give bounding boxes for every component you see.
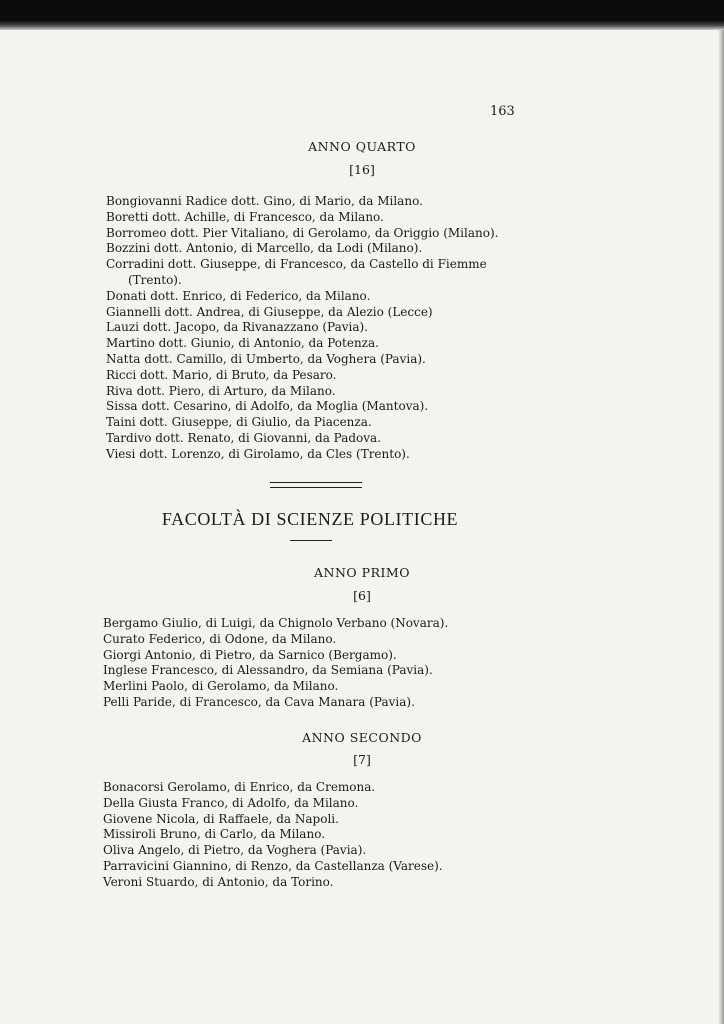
list-item: Boretti dott. Achille, di Francesco, da Milano.: [106, 209, 384, 224]
page-number: 163: [490, 104, 515, 119]
list-item: Giannelli dott. Andrea, di Giuseppe, da Alezio (Lecce): [106, 304, 433, 319]
title-rule: [290, 540, 332, 541]
list-item: Oliva Angelo, di Pietro, da Voghera (Pavia).: [103, 843, 367, 858]
list-item: Ricci dott. Mario, di Bruto, da Pesaro.: [106, 367, 337, 382]
list-item: Bongiovanni Radice dott. Gino, di Mario, da Milano.: [106, 194, 423, 208]
list-item: Viesi dott. Lorenzo, di Girolamo, da Cles (Trento).: [106, 446, 410, 461]
list-item: Curato Federico, di Odone, da Milano.: [103, 631, 337, 646]
section-heading-anno-primo: ANNO PRIMO: [314, 565, 410, 580]
list-item: Bozzini dott. Antonio, di Marcello, da Lodi (Milano).: [106, 241, 423, 256]
list-item: Missiroli Bruno, di Carlo, da Milano.: [103, 827, 326, 842]
list-item: Bonacorsi Gerolamo, di Enrico, da Cremona.: [103, 780, 376, 794]
list-item: Tardivo dott. Renato, di Giovanni, da Padova.: [106, 430, 382, 445]
list-item: Veroni Stuardo, di Antonio, da Torino.: [103, 874, 334, 889]
faculty-title: FACOLTÀ DI SCIENZE POLITICHE: [161, 509, 459, 529]
list-item: Sissa dott. Cesarino, di Adolfo, da Moglia (Mantova).: [106, 399, 429, 414]
list-item: Pelli Paride, di Francesco, da Cava Manara (Pavia).: [103, 694, 415, 709]
list-item: Inglese Francesco, di Alessandro, da Semiana (Pavia).: [103, 663, 433, 678]
student-list-anno-quarto: [106, 194, 498, 463]
section-divider: [270, 482, 362, 488]
list-item: Giovene Nicola, di Raffaele, da Napoli.: [103, 811, 339, 826]
list-item: Corradini dott. Giuseppe, di Francesco, da Castello di Fiemme: [106, 257, 487, 272]
section-count-anno-quarto: [16]: [349, 162, 375, 177]
list-item: Giorgi Antonio, di Pietro, da Sarnico (Bergamo).: [103, 647, 397, 662]
list-item: Natta dott. Camillo, di Umberto, da Voghera (Pavia).: [106, 351, 426, 366]
list-item: Lauzi dott. Jacopo, da Rivanazzano (Pavia).: [106, 320, 368, 335]
list-item: Merlini Paolo, di Gerolamo, da Milano.: [103, 679, 339, 694]
list-item: Borromeo dott. Pier Vitaliano, di Gerolamo, da Origgio (Milano).: [106, 225, 499, 240]
list-item: Martino dott. Giunio, di Antonio, da Potenza.: [106, 336, 379, 351]
list-item: Taini dott. Giuseppe, di Giulio, da Piacenza.: [106, 415, 372, 430]
section-count-anno-primo: [6]: [353, 588, 371, 603]
list-item: Donati dott. Enrico, di Federico, da Milano.: [106, 288, 371, 303]
list-item-continuation: (Trento).: [128, 272, 182, 287]
list-item: Bergamo Giulio, di Luigi, da Chignolo Verbano (Novara).: [103, 616, 449, 630]
section-heading-anno-secondo: ANNO SECONDO: [302, 730, 422, 745]
student-list-anno-secondo: [103, 780, 443, 891]
list-item: Parravicini Giannino, di Renzo, da Castellanza (Varese).: [103, 858, 443, 873]
section-count-anno-secondo: [7]: [353, 752, 371, 767]
student-list-anno-primo: [103, 616, 448, 711]
list-item: Riva dott. Piero, di Arturo, da Milano.: [106, 383, 336, 398]
list-item: Della Giusta Franco, di Adolfo, da Milano.: [103, 795, 359, 810]
section-heading-anno-quarto: ANNO QUARTO: [308, 139, 416, 154]
